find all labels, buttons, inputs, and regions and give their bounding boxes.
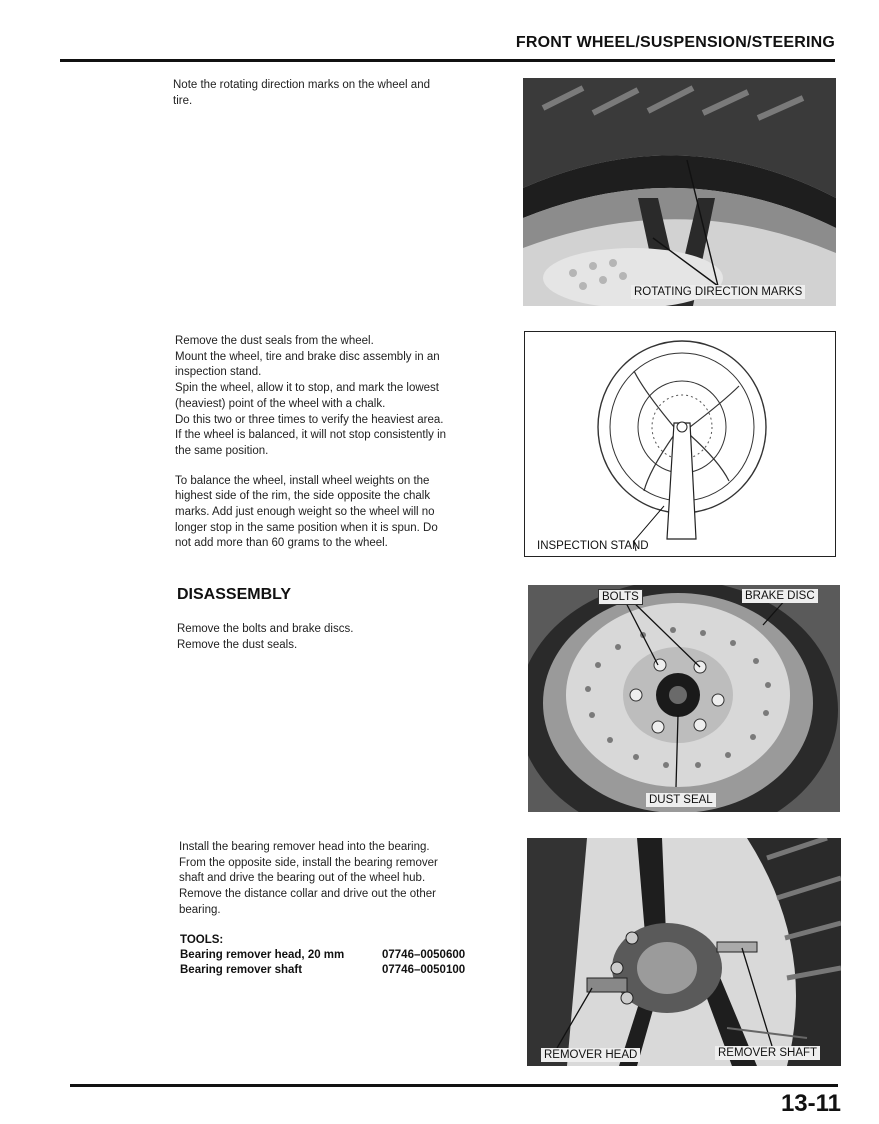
rotation-note (173, 78, 505, 109)
callout-rotating-direction-marks: ROTATING DIRECTION MARKS (631, 285, 805, 299)
page-number: 13-11 (780, 1090, 841, 1117)
callout-dust-seal: DUST SEAL (646, 793, 716, 807)
text-line: Remove the dust seals. (177, 638, 298, 651)
text-line: shaft and drive the bearing out of the wheel hub. (179, 872, 426, 885)
callout-remover-head: REMOVER HEAD (541, 1048, 640, 1062)
section-heading-disassembly: DISASSEMBLY (177, 586, 292, 603)
bearing-removal-instructions (179, 840, 511, 919)
text-line: Remove the bolts and brake discs. (177, 623, 354, 635)
tool-number: 07746–0050100 (382, 964, 466, 976)
figure-brake-disc-bolts (528, 585, 840, 812)
page-header-title: FRONT WHEEL/SUSPENSION/STEERING (515, 34, 835, 51)
text-line: not add more than 60 grams to the wheel. (175, 537, 388, 550)
text-line: Spin the wheel, allow it to stop, and mark the lowest (175, 382, 440, 395)
figure-bearing-remover (527, 838, 841, 1066)
text-line: Do this two or three times to verify the heaviest area. (175, 413, 444, 426)
disassembly-instructions (177, 622, 497, 653)
tool-name: Bearing remover head, 20 mm (180, 949, 345, 961)
text-line: Remove the dust seals from the wheel. (175, 335, 374, 347)
footer-rule (70, 1084, 838, 1087)
text-line: If the wheel is balanced, it will not stop consistently in (175, 429, 447, 442)
tool-row (180, 948, 465, 963)
text-line: tire. (173, 94, 193, 107)
text-line: marks. Add just enough weight so the wheel will no (175, 506, 435, 519)
text-line: bearing. (179, 903, 221, 916)
text-line: longer stop in the same position when it is spun. Do (175, 521, 438, 534)
text-line: inspection stand. (175, 366, 262, 379)
text-line: Remove the distance collar and drive out the other (179, 888, 436, 901)
tools-list (180, 934, 465, 978)
tool-name: Bearing remover shaft (180, 964, 303, 976)
text-line: highest side of the rim, the side opposite the chalk (175, 490, 431, 503)
header-rule (60, 59, 835, 62)
text-line: (heaviest) point of the wheel with a chalk. (175, 397, 386, 410)
text-line: the same position. (175, 444, 269, 457)
tool-number: 07746–0050600 (382, 949, 466, 961)
text-line: From the opposite side, install the bearing remover (179, 856, 438, 869)
callout-inspection-stand: INSPECTION STAND (537, 540, 649, 552)
figure-tire-rotation-marks (523, 78, 836, 306)
text-line: Mount the wheel, tire and brake disc assembly in an (175, 350, 440, 363)
callout-remover-shaft: REMOVER SHAFT (715, 1046, 820, 1060)
text-line: To balance the wheel, install wheel weights on the (175, 474, 430, 487)
callout-bolts: BOLTS (598, 589, 643, 605)
figure-inspection-stand (524, 331, 836, 557)
tool-row (180, 963, 465, 978)
balance-instructions (175, 334, 509, 552)
text-line: Install the bearing remover head into the bearing. (179, 841, 430, 853)
tools-title: TOOLS: (180, 934, 224, 946)
callout-brake-disc: BRAKE DISC (742, 589, 818, 603)
text-line: Note the rotating direction marks on the wheel and (173, 79, 430, 91)
